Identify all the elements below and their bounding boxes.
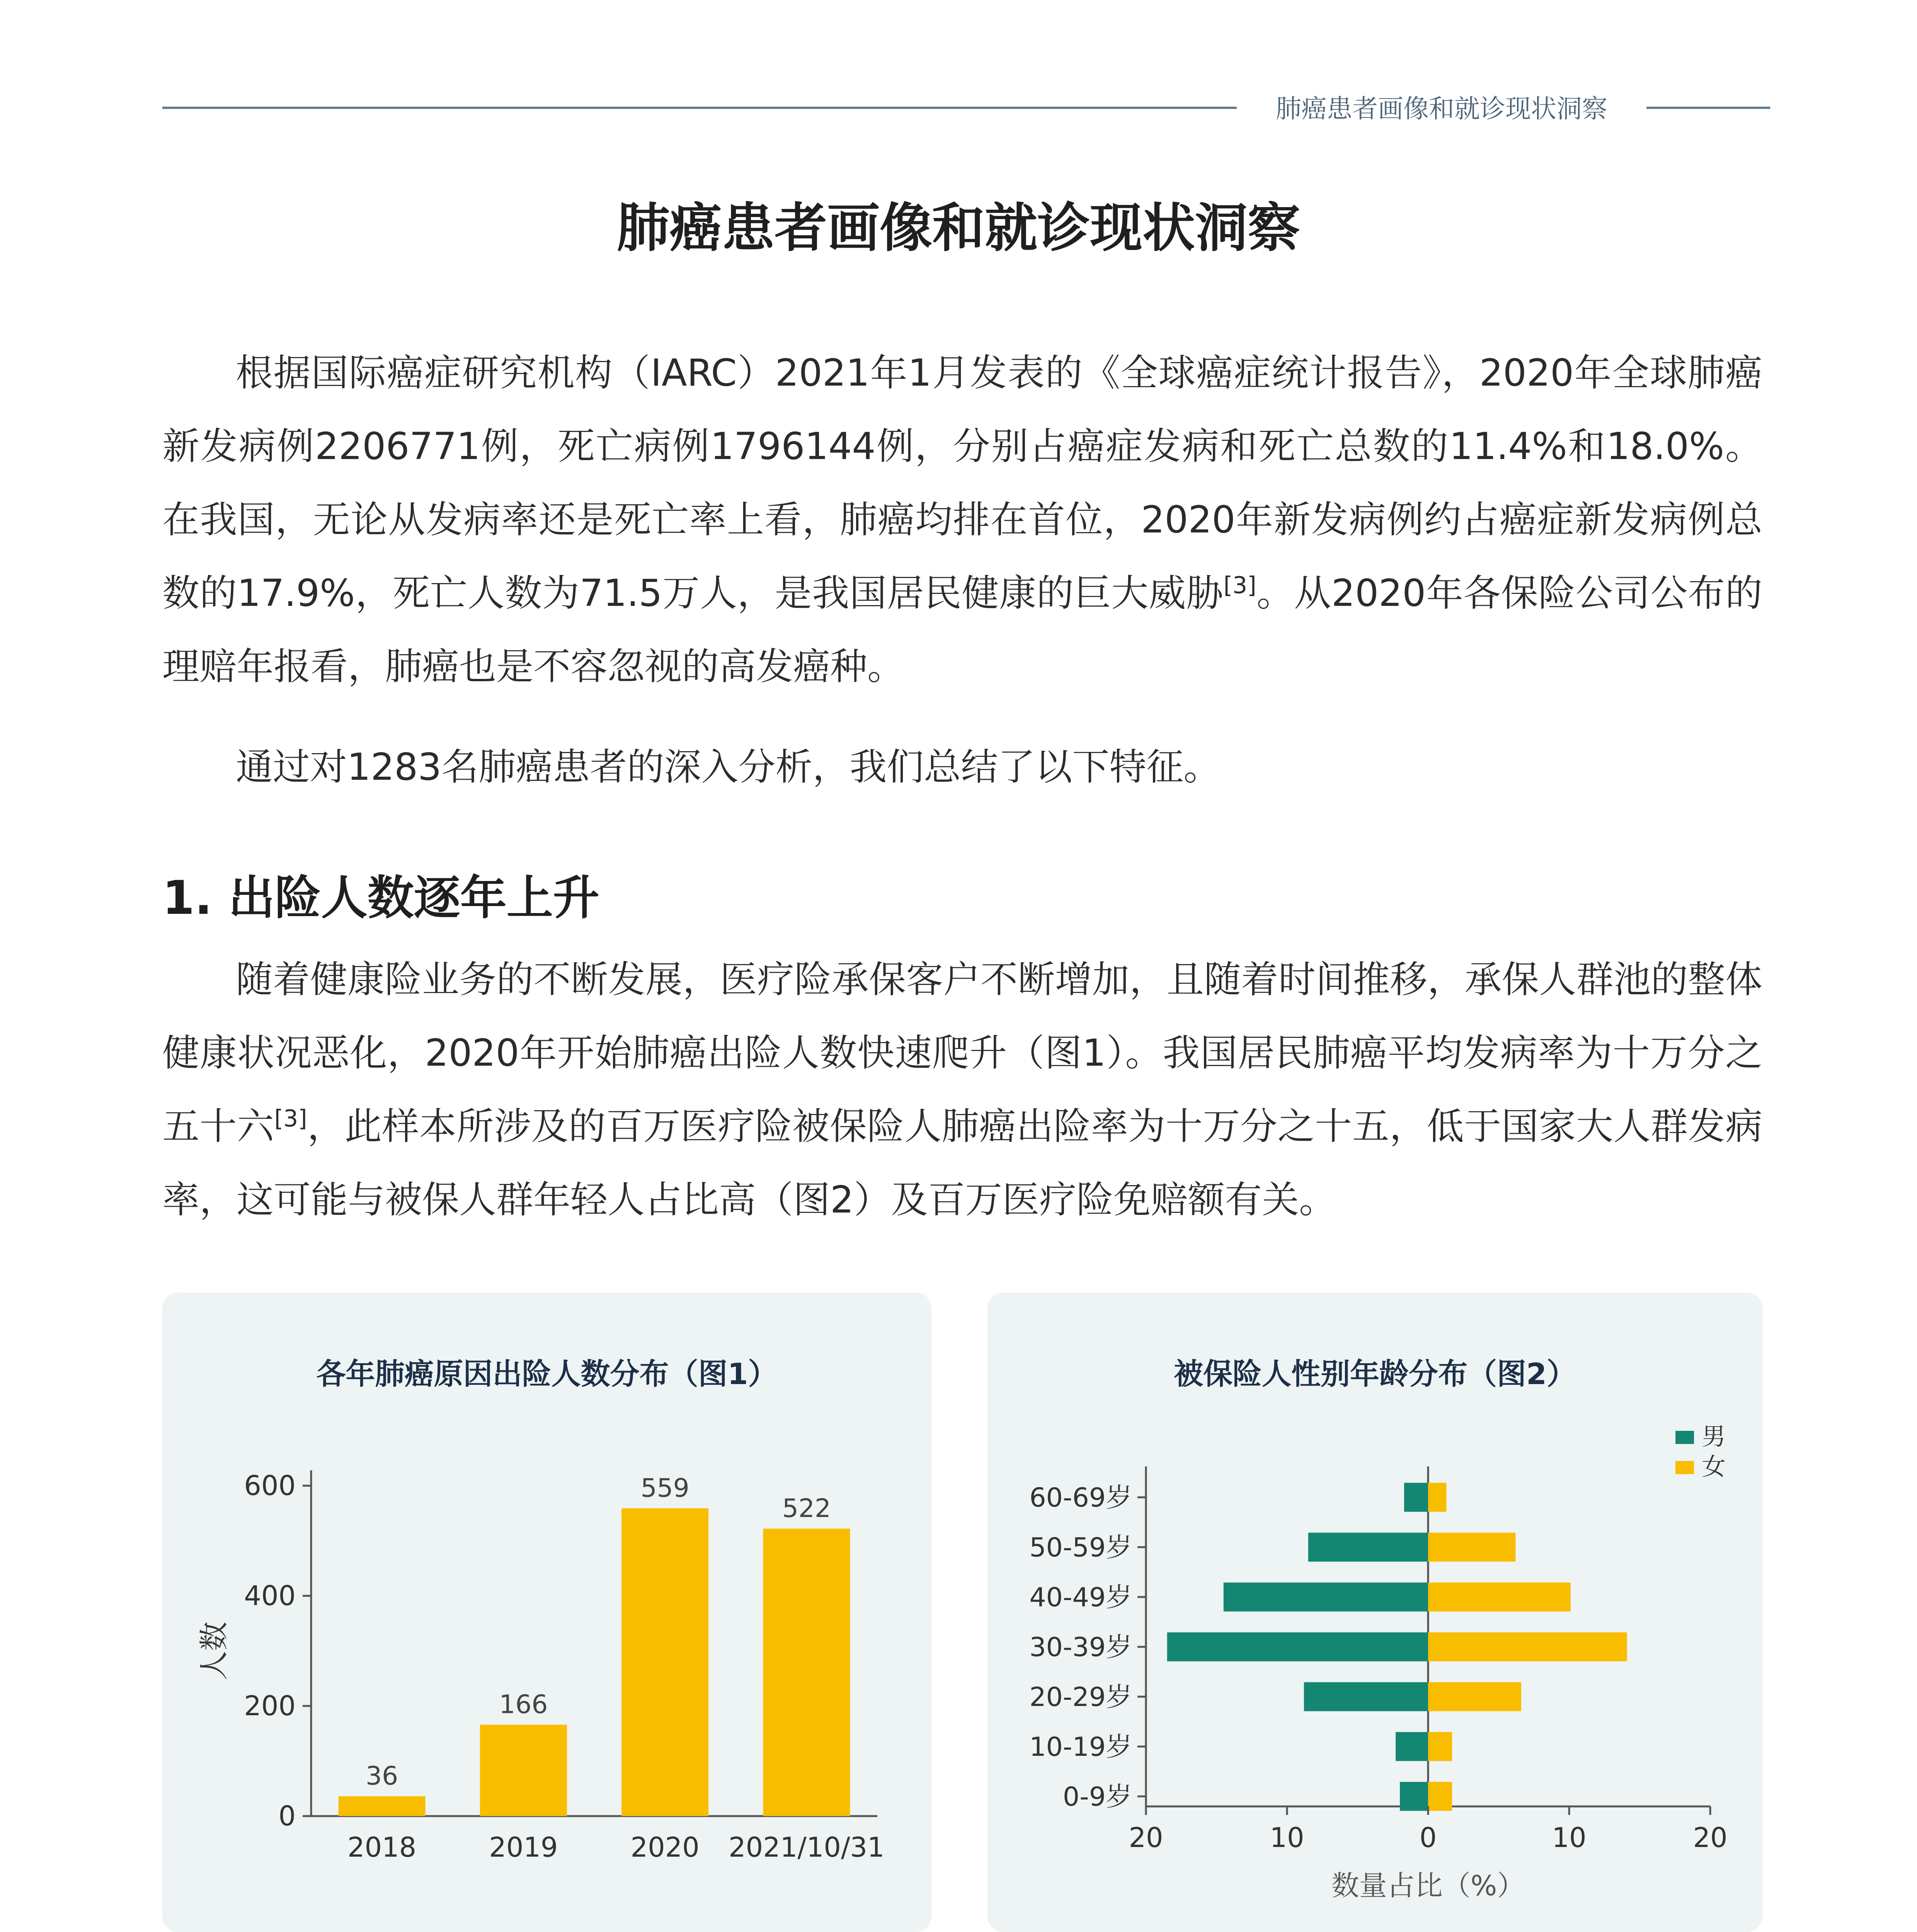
x-tick-label: 2021/10/31 xyxy=(729,1832,885,1863)
x-tick-label: 20 xyxy=(1693,1822,1728,1854)
bar-male xyxy=(1308,1533,1428,1562)
legend-label: 男 xyxy=(1702,1422,1726,1451)
y-tick-label: 30-39岁 xyxy=(1029,1632,1132,1663)
x-tick-label: 2019 xyxy=(489,1832,558,1863)
figure-2-chart xyxy=(987,1293,1762,1932)
y-tick-label: 400 xyxy=(244,1580,296,1612)
data-label: 166 xyxy=(499,1689,548,1719)
figure-2-panel xyxy=(987,1293,1762,1932)
bar-female xyxy=(1428,1732,1452,1761)
bar xyxy=(621,1508,708,1816)
running-header: 肺癌患者画像和就诊现状洞察 xyxy=(1276,94,1607,124)
y-tick-label: 0-9岁 xyxy=(1062,1782,1132,1812)
page-title: 肺癌患者画像和就诊现状洞察 xyxy=(617,198,1300,259)
bar-female xyxy=(1428,1583,1571,1612)
figure-1-title: 各年肺癌原因出险人数分布（图1） xyxy=(316,1357,778,1391)
figure-1-panel xyxy=(162,1293,931,1932)
x-axis-label: 数量占比（%） xyxy=(1331,1869,1525,1902)
bar-male xyxy=(1224,1583,1428,1612)
legend-swatch xyxy=(1675,1461,1694,1474)
figure-1-chart xyxy=(162,1293,931,1932)
bar-female xyxy=(1428,1633,1627,1662)
intro-paragraph-1: 根据国际癌症研究机构（IARC）2021年1月发表的《全球癌症统计报告》，2020年全球肺癌新发病例2206771例，死亡病例1796144例，分别占癌症发病和死亡总数的11.4%和18.0%。在我国，无论从发病率还是死亡率上看，肺癌均排在首位，2020年新发病例约占癌症新发病例总数的17.9%，死亡人数为71.5万人，是我国居民健康的巨大威胁[3]。从2020年各保险公司公布的理赔年报看，肺癌也是不容忽视的高发癌种。 xyxy=(162,351,1763,688)
bar-female xyxy=(1428,1782,1452,1811)
citation: [3] xyxy=(274,1105,307,1132)
figure-2-title: 被保险人性别年龄分布（图2） xyxy=(1174,1357,1576,1391)
y-tick-label: 40-49岁 xyxy=(1029,1582,1132,1613)
bar-male xyxy=(1404,1483,1428,1512)
header-rule-left xyxy=(162,107,1237,109)
bar-male xyxy=(1167,1633,1428,1662)
y-tick-label: 0 xyxy=(278,1800,296,1832)
y-tick-label: 60-69岁 xyxy=(1029,1483,1132,1513)
x-tick-label: 2020 xyxy=(630,1832,700,1863)
bar-male xyxy=(1400,1782,1428,1811)
bar-female xyxy=(1428,1682,1521,1711)
y-tick-label: 20-29岁 xyxy=(1029,1682,1132,1713)
bar-female xyxy=(1428,1483,1446,1512)
data-label: 36 xyxy=(366,1761,398,1791)
section-1-heading: 1. 出险人数逐年上升 xyxy=(162,871,599,925)
legend-label: 女 xyxy=(1702,1452,1726,1481)
bar-male xyxy=(1304,1682,1428,1711)
legend-swatch xyxy=(1675,1431,1694,1444)
y-tick-label: 200 xyxy=(244,1690,296,1722)
y-tick-label: 600 xyxy=(244,1470,296,1502)
x-tick-label: 20 xyxy=(1129,1822,1163,1854)
bar xyxy=(763,1529,850,1816)
bar-female xyxy=(1428,1533,1515,1562)
x-tick-label: 10 xyxy=(1270,1822,1304,1854)
y-axis-label: 人数 xyxy=(197,1621,231,1680)
x-tick-label: 10 xyxy=(1552,1822,1587,1854)
header-rule-right xyxy=(1646,107,1770,109)
y-tick-label: 50-59岁 xyxy=(1029,1532,1132,1563)
bar-male xyxy=(1396,1732,1428,1761)
data-label: 559 xyxy=(640,1473,690,1503)
intro-paragraph-2: 通过对1283名肺癌患者的深入分析，我们总结了以下特征。 xyxy=(236,745,1221,789)
section-1-paragraph: 随着健康险业务的不断发展，医疗险承保客户不断增加，且随着时间推移，承保人群池的整体健康状况恶化，2020年开始肺癌出险人数快速爬升（图1）。我国居民肺癌平均发病率为十万分之五十六[3]，此样本所涉及的百万医疗险被保险人肺癌出险率为十万分之十五，低于国家大人群发病率，这可能与被保人群年轻人占比高（图2）及百万医疗险免赔额有关。 xyxy=(162,958,1763,1221)
citation: [3] xyxy=(1223,572,1256,599)
bar xyxy=(480,1725,567,1816)
x-tick-label: 0 xyxy=(1419,1822,1437,1854)
bar xyxy=(339,1796,426,1816)
y-tick-label: 10-19岁 xyxy=(1029,1732,1132,1762)
data-label: 522 xyxy=(782,1493,831,1524)
x-tick-label: 2018 xyxy=(347,1832,417,1863)
